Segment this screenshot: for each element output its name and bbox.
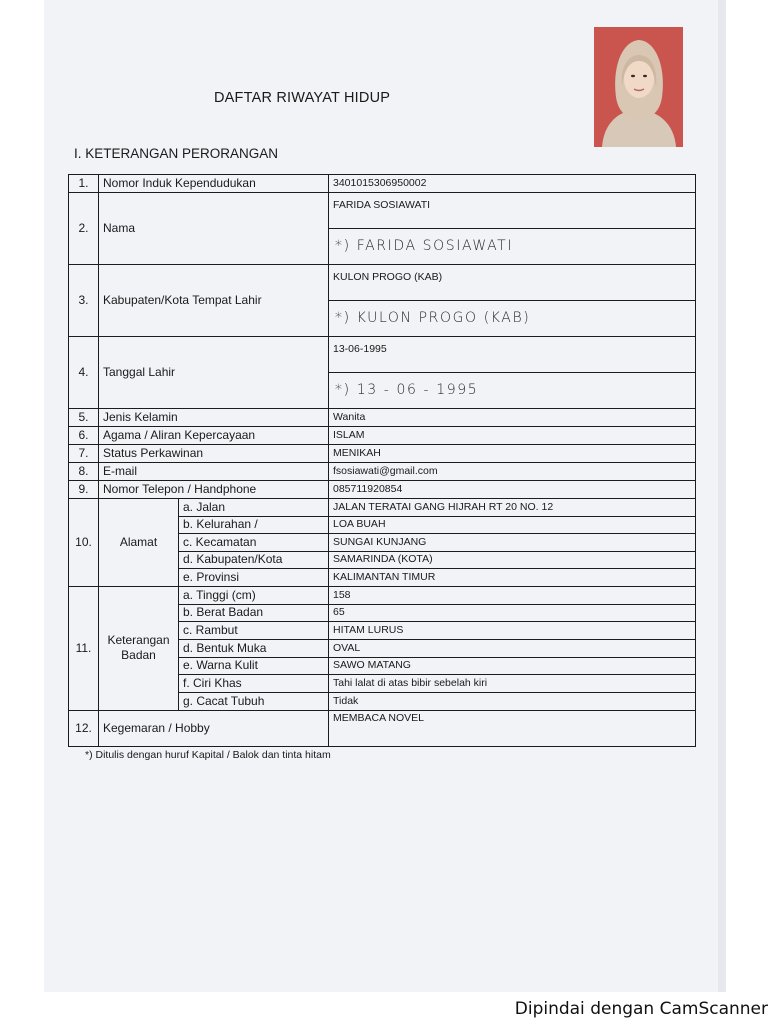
tanggal-lahir-handwritten: *) 13 - 06 - 1995 [329, 373, 696, 409]
table-row [69, 481, 696, 499]
field-label: Nama [99, 193, 329, 265]
alamat-item-label: e. Provinsi [179, 569, 329, 587]
jenis-kelamin-value: Wanita [329, 409, 696, 427]
table-row [69, 337, 696, 373]
personal-info-table [68, 174, 696, 747]
table-row [69, 445, 696, 463]
badan-item-label: g. Cacat Tubuh [179, 693, 329, 711]
badan-item-value: HITAM LURUS [329, 622, 696, 640]
row-number: 8. [69, 463, 99, 481]
field-label: Nomor Telepon / Handphone [99, 481, 329, 499]
camscanner-watermark: Dipindai dengan CamScanner [514, 999, 768, 1019]
row-number: 7. [69, 445, 99, 463]
badan-item-label: f. Ciri Khas [179, 675, 329, 693]
document-title: DAFTAR RIWAYAT HIDUP [214, 90, 391, 106]
field-label: Tanggal Lahir [99, 337, 329, 409]
tempat-lahir-handwritten: *) KULON PROGO (KAB) [329, 301, 696, 337]
row-number: 12. [69, 710, 99, 746]
row-number: 6. [69, 427, 99, 445]
row-number: 5. [69, 409, 99, 427]
field-label: Jenis Kelamin [99, 409, 329, 427]
profile-photo [594, 27, 683, 147]
badan-group-label: Keterangan Badan [99, 586, 179, 710]
telepon-value: 085711920854 [329, 481, 696, 499]
tempat-lahir-value: KULON PROGO (KAB) [329, 265, 696, 301]
field-label: Kegemaran / Hobby [99, 710, 329, 746]
alamat-item-value: JALAN TERATAI GANG HIJRAH RT 20 NO. 12 [329, 499, 696, 517]
alamat-group-label: Alamat [99, 499, 179, 587]
badan-item-label: d. Bentuk Muka [179, 640, 329, 658]
hobby-value: MEMBACA NOVEL [329, 710, 696, 746]
page-edge [718, 0, 726, 992]
agama-value: ISLAM [329, 427, 696, 445]
badan-item-value: Tidak [329, 693, 696, 711]
field-label: Kabupaten/Kota Tempat Lahir [99, 265, 329, 337]
profile-photo-image [594, 27, 683, 147]
nama-handwritten: *) FARIDA SOSIAWATI [329, 229, 696, 265]
badan-item-label: e. Warna Kulit [179, 657, 329, 675]
table-row [69, 175, 696, 193]
footnote: *) Ditulis dengan huruf Kapital / Balok dan tinta hitam [85, 749, 331, 761]
badan-item-label: b. Berat Badan [179, 604, 329, 622]
row-number: 11. [69, 586, 99, 710]
alamat-item-label: b. Kelurahan / [179, 516, 329, 534]
status-perkawinan-value: MENIKAH [329, 445, 696, 463]
badan-item-value: SAWO MATANG [329, 657, 696, 675]
alamat-item-value: SUNGAI KUNJANG [329, 534, 696, 552]
tanggal-lahir-value: 13-06-1995 [329, 337, 696, 373]
section-title: I. KETERANGAN PERORANGAN [74, 146, 279, 161]
badan-item-value: 158 [329, 586, 696, 604]
badan-item-value: 65 [329, 604, 696, 622]
badan-item-value: OVAL [329, 640, 696, 658]
row-number: 10. [69, 499, 99, 587]
alamat-item-label: c. Kecamatan [179, 534, 329, 552]
row-number: 4. [69, 337, 99, 409]
alamat-item-label: d. Kabupaten/Kota [179, 551, 329, 569]
alamat-item-value: SAMARINDA (KOTA) [329, 551, 696, 569]
table-row [69, 710, 696, 746]
alamat-item-label: a. Jalan [179, 499, 329, 517]
badan-item-label: a. Tinggi (cm) [179, 586, 329, 604]
table-row [69, 265, 696, 301]
table-row [69, 427, 696, 445]
nama-value: FARIDA SOSIAWATI [329, 193, 696, 229]
alamat-item-value: KALIMANTAN TIMUR [329, 569, 696, 587]
field-label: Agama / Aliran Kepercayaan [99, 427, 329, 445]
row-number: 3. [69, 265, 99, 337]
field-label: Nomor Induk Kependudukan [99, 175, 329, 193]
table-row [69, 499, 696, 517]
alamat-item-value: LOA BUAH [329, 516, 696, 534]
email-value: fsosiawati@gmail.com [329, 463, 696, 481]
table-row [69, 586, 696, 604]
table-row [69, 463, 696, 481]
field-label: Status Perkawinan [99, 445, 329, 463]
table-row [69, 409, 696, 427]
nik-value: 3401015306950002 [329, 175, 696, 193]
badan-item-label: c. Rambut [179, 622, 329, 640]
row-number: 2. [69, 193, 99, 265]
badan-item-value: Tahi lalat di atas bibir sebelah kiri [329, 675, 696, 693]
row-number: 9. [69, 481, 99, 499]
field-label: E-mail [99, 463, 329, 481]
row-number: 1. [69, 175, 99, 193]
table-row [69, 193, 696, 229]
